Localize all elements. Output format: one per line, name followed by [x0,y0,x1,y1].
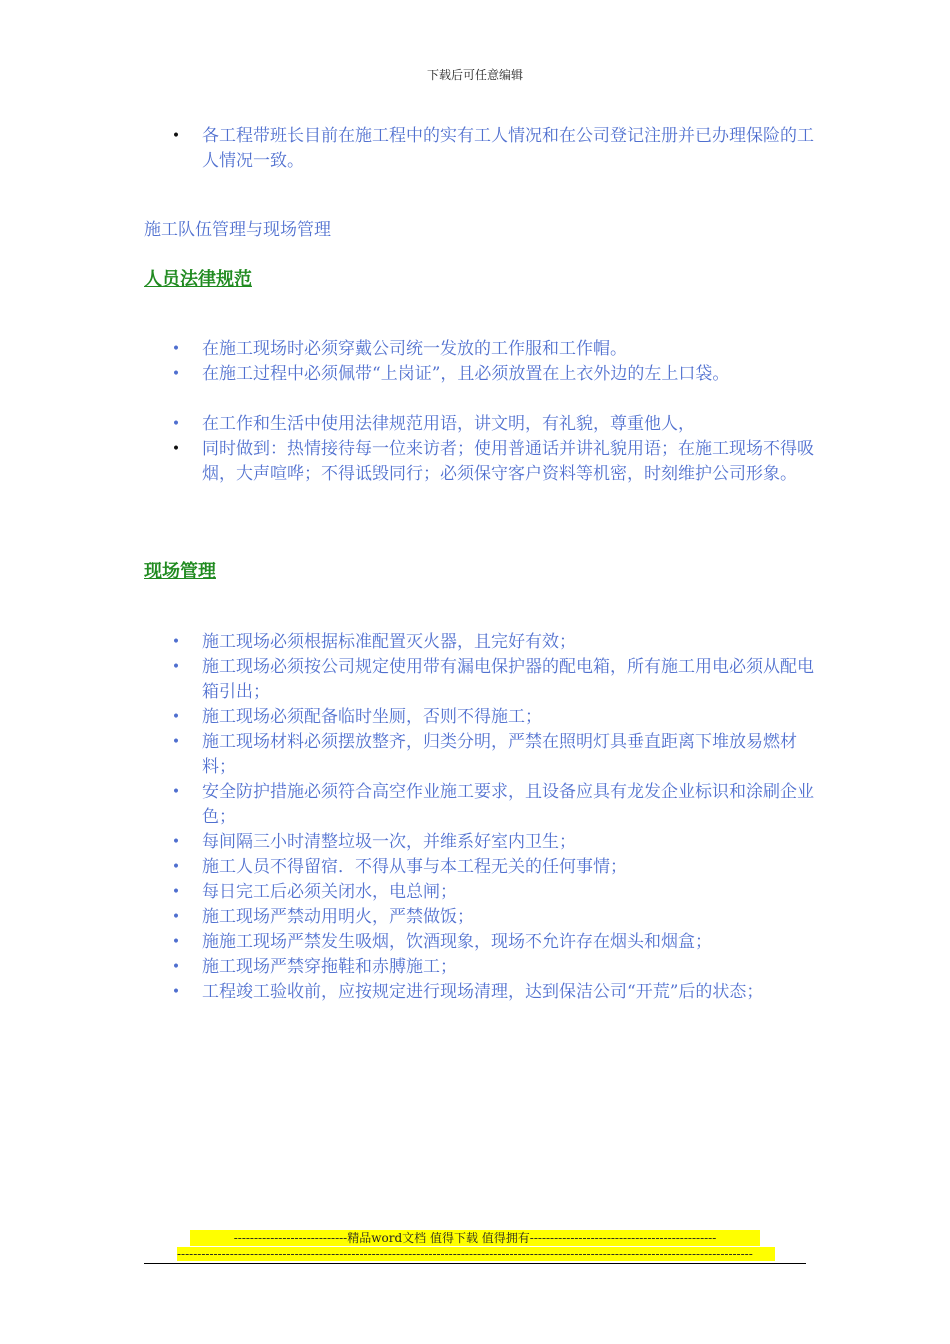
bullet-icon: • [171,884,181,900]
list-item [144,930,814,955]
site-management-list [144,630,814,1005]
list-item [144,855,814,880]
list-item [144,124,814,174]
intro-list [144,124,814,174]
list-item-text: 施工现场严禁动用明火，严禁做饭； [202,907,474,927]
page-header: 下载后可任意编辑 [426,68,523,82]
list-item [144,830,814,855]
bullet-icon: • [171,734,181,750]
bullet-icon: • [171,984,181,1000]
bullet-icon: • [171,416,181,432]
list-item [144,412,814,437]
list-item [144,437,814,487]
list-item [144,880,814,905]
list-item-text: 各工程带班长目前在施工程中的实有工人情况和在公司登记注册并已办理保险的工人情况一致。 [202,126,814,171]
list-item-text: 施工现场严禁穿拖鞋和赤膊施工； [202,957,457,977]
list-item [144,905,814,930]
list-item-text: 施工现场必须配备临时坐厕，否则不得施工； [202,707,542,727]
list-item-text: 在施工现场时必须穿戴公司统一发放的工作服和工作帽。 [202,339,627,359]
bullet-icon: • [171,859,181,875]
list-item-text: 工程竣工验收前，应按规定进行现场清理，达到保洁公司“开荒”后的状态； [202,982,764,1002]
list-item-text: 在施工过程中必须佩带“上岗证”，且必须放置在上衣外边的左上口袋。 [202,364,730,384]
document-title: 施工队伍管理与现场管理 [144,220,331,240]
bullet-icon: • [171,341,181,357]
list-item [144,980,814,1005]
bullet-icon: • [171,366,181,382]
bullet-icon: • [171,834,181,850]
bullet-icon: • [171,959,181,975]
list-item [144,730,814,780]
list-item [144,705,814,730]
bullet-icon: • [171,128,181,144]
list-item [144,780,814,830]
list-item [144,337,814,362]
bullet-icon: • [171,709,181,725]
footer-banner: ----------------------------精品word文档 值得下载 值得拥有---------------------------------------------- [190,1230,760,1246]
bullet-icon: • [171,634,181,650]
list-item-text: 在工作和生活中使用法律规范用语，讲文明，有礼貌，尊重他人， [202,414,695,434]
list-item-text: 施工现场必须按公司规定使用带有漏电保护器的配电箱，所有施工用电必须从配电箱引出； [202,657,814,702]
list-item-text: 同时做到：热情接待每一位来访者；使用普通话并讲礼貌用语；在施工现场不得吸烟，大声喧哗；不得诋毁同行；必须保守客户资料等机密，时刻维护公司形象。 [202,439,814,484]
bullet-icon: • [171,441,181,457]
bullet-icon: • [171,934,181,950]
footer-dash-line: ---------------------------------------------------------------------------------------------------------------------------------------------- [177,1247,775,1261]
list-item-text: 施工现场必须根据标准配置灭火器，且完好有效； [202,632,576,652]
bullet-icon: • [171,784,181,800]
list-item [144,955,814,980]
section-heading-personnel: 人员法律规范 [144,269,252,290]
bullet-icon: • [171,659,181,675]
bullet-icon: • [171,909,181,925]
footer-divider [144,1263,806,1264]
list-item-text: 每日完工后必须关闭水，电总闸； [202,882,457,902]
document-body [144,124,814,1005]
list-item [144,630,814,655]
section-heading-site: 现场管理 [144,561,216,582]
list-item [144,655,814,705]
list-item-text: 施工人员不得留宿．不得从事与本工程无关的任何事情； [202,857,627,877]
list-item [144,362,814,387]
personnel-rules-list [144,337,814,487]
list-item-text: 安全防护措施必须符合高空作业施工要求，且设备应具有龙发企业标识和涂刷企业色； [202,782,814,827]
list-item-text: 施施工现场严禁发生吸烟，饮酒现象，现场不允许存在烟头和烟盒； [202,932,712,952]
list-item-text: 每间隔三小时清整垃圾一次，并维系好室内卫生； [202,832,576,852]
list-item-text: 施工现场材料必须摆放整齐，归类分明，严禁在照明灯具垂直距离下堆放易燃材料； [202,732,797,777]
